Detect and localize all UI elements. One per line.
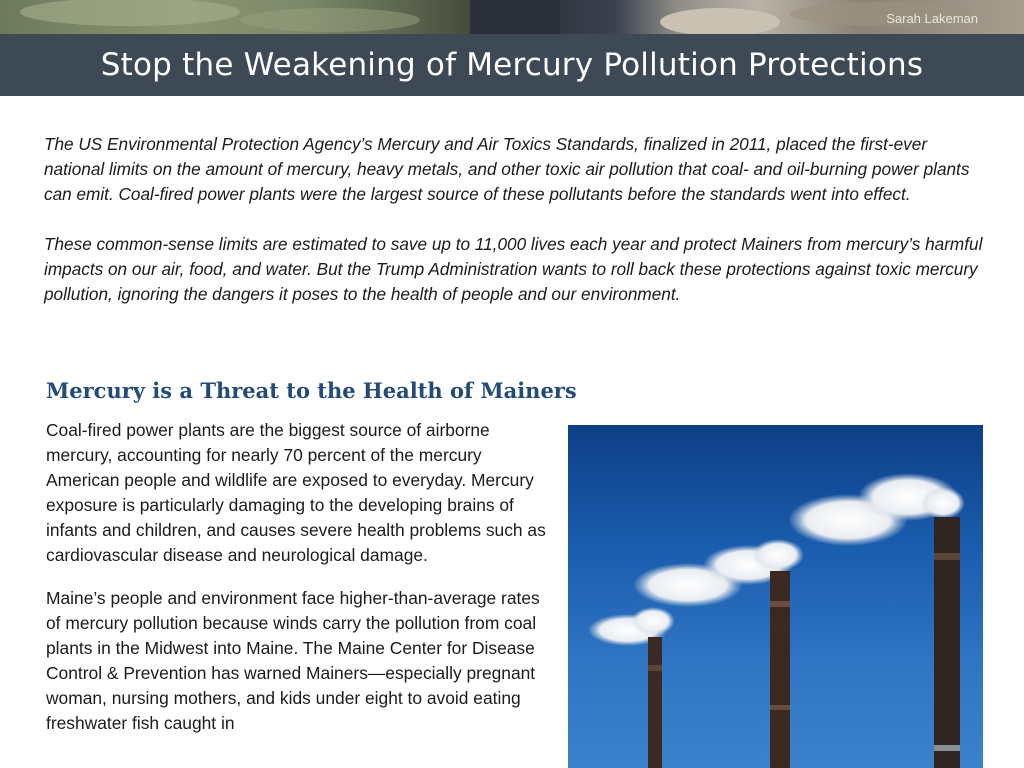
header-photo-scene <box>0 0 1024 34</box>
smokestack-photo <box>568 425 983 768</box>
intro-paragraph-1: The US Environmental Protection Agency’s Mercury and Air Toxics Standards, finalized in 2011, placed the first-ever national limits on the amount of mercury, heavy metals, and other toxic air pollution that coal- and oil-burning power plants can emit. Coal-fired power plants were the largest source of these pollutants before the standards went into effect. <box>44 134 970 204</box>
intro-text <box>44 132 989 332</box>
intro-paragraph-2: These common-sense limits are estimated to save up to 11,000 lives each year and protect Mainers from mercury’s harmful impacts on our air, food, and water. But the Trump Administration wants to roll back these protections against toxic mercury pollution, ignoring the dangers it poses to the health of people and our environment. <box>44 234 983 304</box>
body-column <box>46 418 552 754</box>
section-heading: Mercury is a Threat to the Health of Mainers <box>46 378 577 403</box>
header-photo <box>0 0 1024 34</box>
photo-credit: Sarah Lakeman <box>886 11 978 26</box>
body-paragraph-2: Maine’s people and environment face higher-than-average rates of mercury pollution because winds carry the pollution from coal plants in the Midwest into Maine. The Maine Center for Disease Control & Prevention has warned Mainers—especially pregnant woman, nursing mothers, and kids under eight to avoid eating freshwater fish caught in <box>46 588 540 733</box>
smokestacks <box>648 517 960 768</box>
smokestack-illustration <box>568 425 983 768</box>
body-paragraph-1: Coal-fired power plants are the biggest source of airborne mercury, accounting for nearly 70 percent of the mercury American people and wildlife are exposed to everyday. Mercury exposure is particularly damaging to the developing brains of infants and children, and causes severe health problems such as cardiovascular disease and neurological damage. <box>46 420 546 565</box>
title-banner <box>0 34 1024 96</box>
page-title: Stop the Weakening of Mercury Pollution Protections <box>100 47 924 83</box>
